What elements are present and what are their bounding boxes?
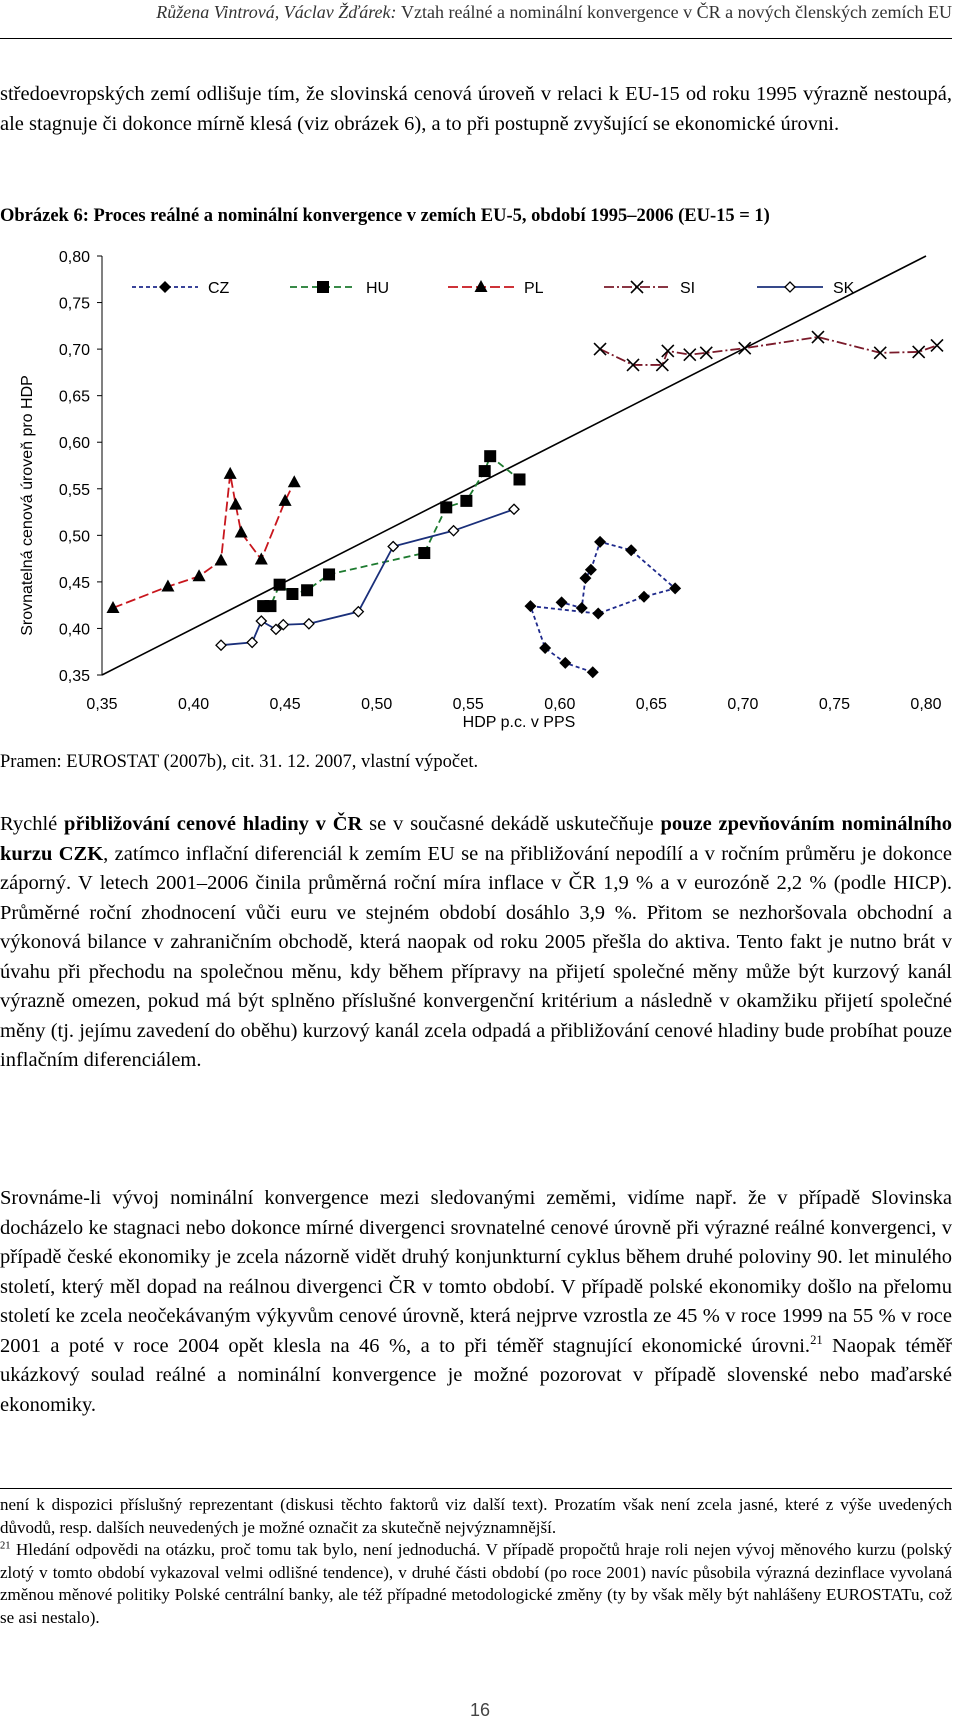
p1-text-3: , zatímco inflační diferenciál k zemím EU se na přibližování nepodílí a v ročním průměru je dokonce záporný. V letech 2001–2006 činila průměrná roční míra inflace v ČR 1,9 % a v eurozóně 2,2 % (podle HICP). Průměrné roční zhodnocení vůči euru ve stejném období dosáhlo 3,9 %. Přitom se nezhoršovala obchodní a výkonová bilance v zahraničním obchodě, která naopak od roku 2005 přešla do aktiva. Tento fakt je nutno brát v úvahu při přechodu na společnou měnu, kdy během přípravy na přijetí společné měny může být kurzový kanál výrazně omezen, pokud má být splněno příslušné konvergenční kritérium a následně v okamžiku přijetí společné měny (tj. jejímu zavedení do oběhu) kurzový kanál zcela odpadá a přibližování cenové hladiny bude probíhat pouze inflačním diferenciálem. [0, 842, 953, 1071]
footnote-21-text: Hledání odpovědi na otázku, proč tomu tak bylo, není jednoduchá. V případě propočtů hraje roli nejen vývoj měnového kurzu (polský zlotý v tomto období vykazoval velmi odlišné tendence), v druhé části období (po roce 2001) navíc působila výrazná dezinflace vyvolaná změnou měnové politiky Polské centrální banky, ale též případné metodologické změny (ty by však měly být nahlášeny EUROSTATu, což se asi nestalo). [0, 1540, 952, 1627]
header-rule [0, 38, 952, 39]
x-tick-label: 0,65 [635, 696, 667, 713]
data-point-sk [509, 504, 519, 514]
paragraph-price-level [0, 810, 952, 1076]
series-line-sk [221, 509, 514, 645]
data-point-hu [301, 584, 313, 596]
p1-bold-2: pouze zpevňováním nominálního kurzu CZK [0, 813, 952, 865]
data-point-si [931, 339, 943, 351]
x-tick-label: 0,50 [361, 696, 393, 713]
data-point-sk [353, 607, 363, 617]
data-point-pl [255, 553, 268, 565]
footnote-21-number: 21 [0, 1540, 11, 1552]
data-point-pl [235, 526, 248, 538]
legend-label-si: SI [680, 280, 696, 297]
data-point-cz [594, 536, 606, 548]
header-authors: Růžena Vintrová, Václav Žďárek: [156, 2, 397, 22]
legend-marker-sk [785, 282, 795, 292]
intro-paragraph: středoevropských zemí odlišuje tím, že slovinská cenová úroveň v relaci k EU-15 od roku 1995 výrazně nestoupá, ale stagnuje či dokonce mírně klesá (viz obrázek 6), a to při postupně zvyšující se ekonomické úrovni. [0, 83, 952, 135]
legend-label-sk: SK [833, 280, 855, 297]
page-number: 16 [469, 1700, 491, 1720]
legend-label-hu: HU [366, 280, 390, 297]
y-tick-label: 0,70 [58, 342, 90, 360]
y-tick-label: 0,80 [58, 249, 90, 266]
data-point-pl [279, 494, 292, 506]
y-tick-label: 0,55 [58, 481, 90, 499]
data-point-cz [539, 642, 551, 654]
data-point-pl [229, 498, 242, 510]
p1-text-2: se v současné dekádě uskutečňuje [362, 813, 661, 835]
data-point-si [594, 343, 606, 355]
p1-text-1: Rychlé [0, 813, 65, 835]
data-point-sk [247, 637, 257, 647]
convergence-chart [0, 232, 960, 752]
x-tick-label: 0,45 [269, 696, 301, 713]
data-point-pl [193, 569, 206, 581]
data-point-sk [449, 526, 459, 536]
footnote-ref-21[interactable]: 21 [810, 1332, 823, 1347]
footnote-continued: není k dispozici příslušný reprezentant (diskusi těchto faktorů viz další text). Prozatím však není zcela jasné, které z výše uvedených důvodů, resp. dalších neuvedených je možné označit za skutečně nejvýznamnější. [0, 1495, 952, 1537]
y-tick-label: 0,60 [58, 435, 90, 453]
y-tick-label: 0,40 [58, 621, 90, 639]
data-point-cz [638, 591, 650, 603]
y-tick-label: 0,65 [58, 388, 90, 406]
p2-text-1: Srovnáme-li vývoj nominální konvergence mezi sledovanými zeměmi, vidíme např. že v případě Slovinska docházelo ke stagnaci nebo dokonce mírné divergenci srovnatelné cenové úrovně při výrazné reálné konvergenci, v případě české ekonomiky je zcela názorně vidět druhý konjunkturní cyklus během druhé poloviny 90. let minulého století, který měl dopad na reálnou divergenci ČR v tomto období. V případě polské ekonomiky došlo na přelomu století ke zcela neočekávaným výkyvům cenové úrovně, která nejprve vzrostla ze 45 % v roce 1999 na 55 % v roce 2001 a poté v roce 2004 opět klesla na 46 %, a to při téměř stagnující ekonomické úrovni. [0, 1187, 952, 1357]
data-point-hu [323, 568, 335, 580]
data-point-cz [587, 666, 599, 678]
x-tick-label: 0,75 [818, 696, 851, 713]
data-point-hu [484, 450, 496, 462]
data-point-cz [556, 596, 568, 608]
data-point-sk [304, 619, 314, 629]
x-axis-label: HDP p.c. v PPS [462, 714, 576, 731]
series-line-hu [263, 456, 519, 606]
figure-title: Obrázek 6: Proces reálné a nominální konvergence v zemích EU-5, období 1995–2006 (EU-15 = 1) [0, 206, 770, 226]
y-tick-label: 0,35 [58, 668, 90, 685]
data-point-hu [479, 465, 491, 477]
footnote-rule [0, 1488, 952, 1489]
paragraph-comparison [0, 1184, 952, 1420]
y-axis-label: Srovnatelná cenová úroveň pro HDP [19, 375, 36, 636]
x-tick-label: 0,80 [910, 696, 942, 713]
x-tick-label: 0,70 [727, 696, 759, 713]
data-point-hu [440, 501, 452, 513]
y-tick-label: 0,75 [58, 295, 90, 313]
data-point-hu [513, 473, 525, 485]
data-point-hu [274, 579, 286, 591]
legend-label-cz: CZ [208, 280, 230, 297]
data-point-pl [215, 553, 228, 565]
series-line-si [600, 337, 937, 365]
footnotes [0, 1494, 952, 1629]
data-point-hu [264, 600, 276, 612]
running-header [0, 2, 952, 23]
data-point-pl [224, 467, 237, 479]
figure-source: Pramen: EUROSTAT (2007b), cit. 31. 12. 2007, vlastní výpočet. [0, 752, 479, 772]
legend-marker-cz [159, 281, 171, 293]
p1-bold-1: přibližování cenové hladiny v ČR [64, 813, 363, 835]
legend-label-pl: PL [524, 280, 544, 297]
data-point-si [812, 331, 824, 343]
data-point-cz [559, 657, 571, 669]
data-point-sk [256, 616, 266, 626]
data-point-pl [288, 475, 301, 487]
y-tick-label: 0,45 [58, 574, 90, 592]
legend-marker-pl [475, 280, 488, 292]
data-point-hu [418, 547, 430, 559]
x-tick-label: 0,55 [452, 696, 484, 713]
data-point-cz [592, 608, 604, 620]
diagonal-line [102, 256, 926, 675]
x-tick-label: 0,35 [86, 696, 118, 713]
data-point-hu [460, 495, 472, 507]
data-point-hu [286, 588, 298, 600]
data-point-cz [625, 544, 637, 556]
footnote-21 [0, 1539, 952, 1629]
data-point-sk [388, 542, 398, 552]
x-tick-label: 0,40 [177, 696, 210, 713]
y-tick-label: 0,50 [58, 528, 90, 546]
legend-marker-hu [317, 281, 329, 293]
data-point-sk [216, 640, 226, 650]
series-line-pl [113, 474, 294, 608]
data-point-cz [524, 600, 536, 612]
x-tick-label: 0,60 [544, 696, 576, 713]
header-title: Vztah reálné a nominální konvergence v ČR a nových členských zemích EU [401, 2, 952, 22]
p2-text-2: Naopak téměř ukázkový soulad reálné a nominální konvergence je možné pozorovat v případě slovenské nebo maďarské ekonomiky. [0, 1334, 953, 1416]
series-line-cz [530, 542, 675, 672]
